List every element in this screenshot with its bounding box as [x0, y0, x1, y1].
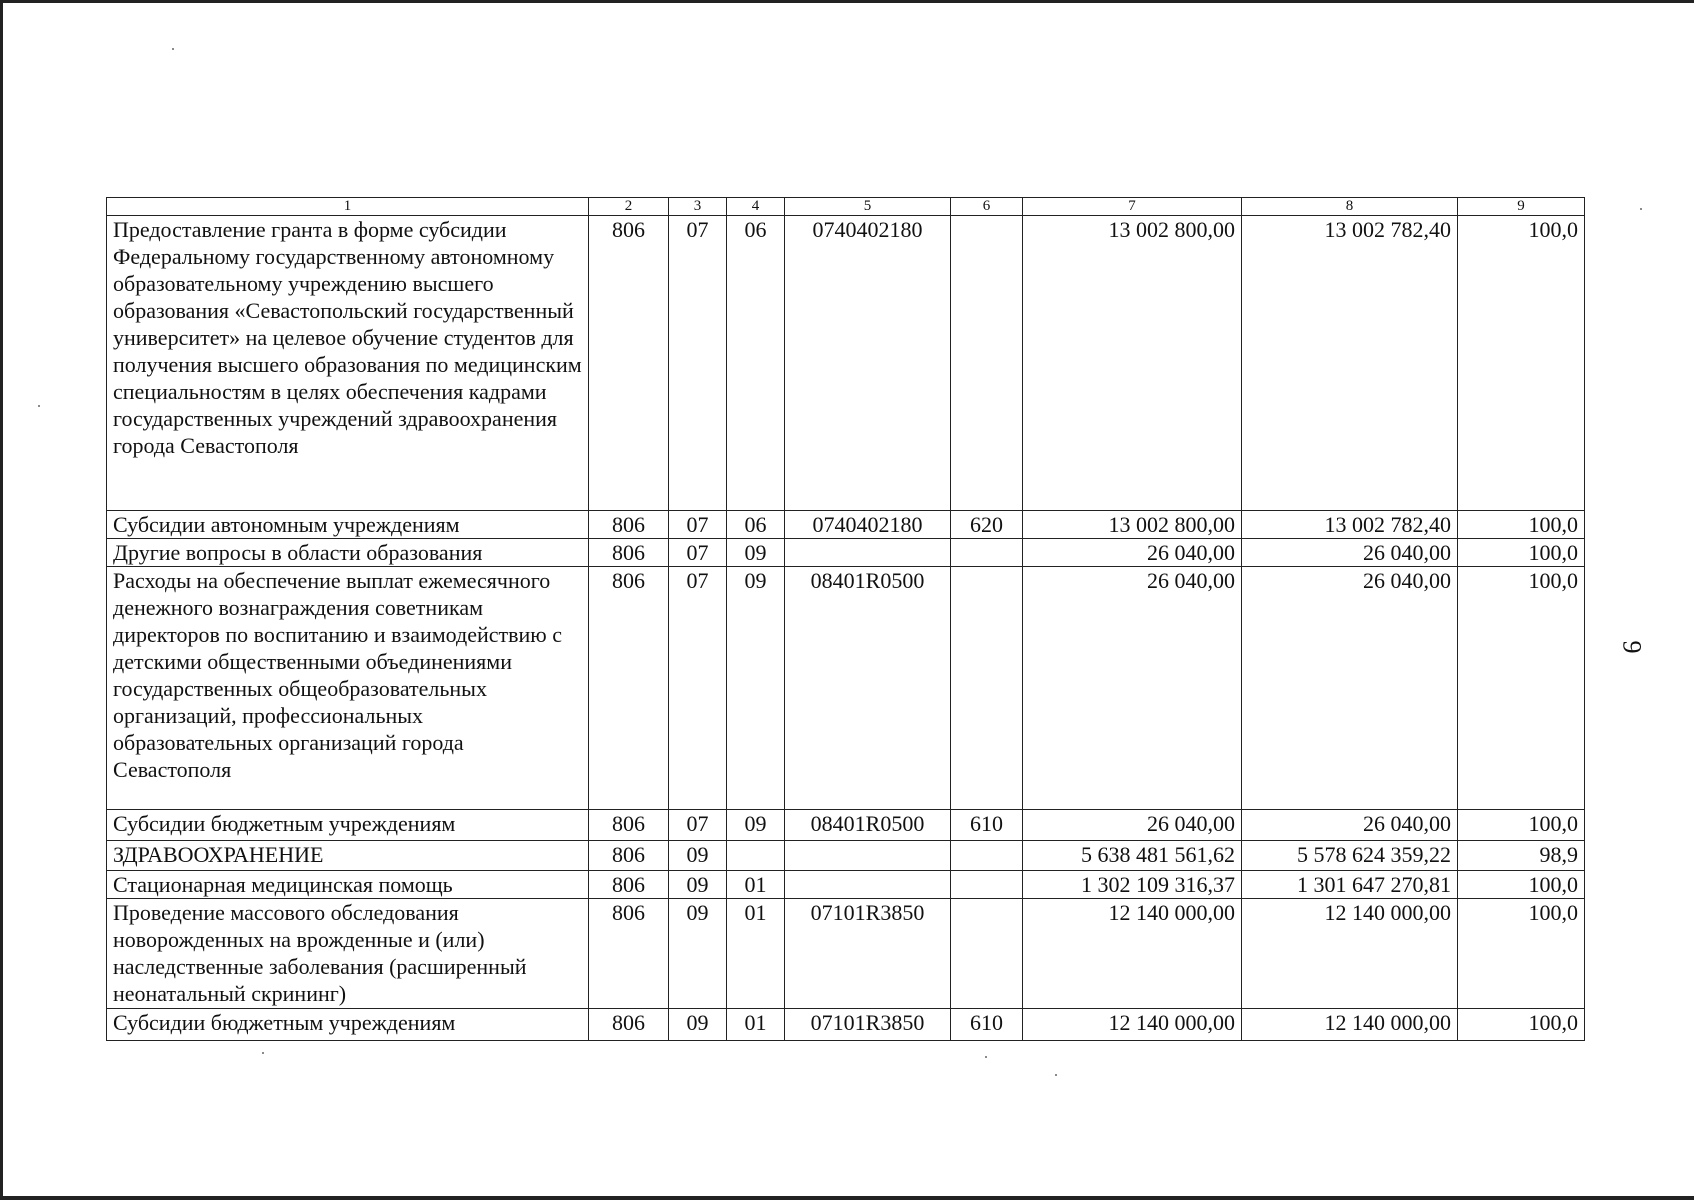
column-number: 5	[785, 198, 951, 216]
expense-name: Субсидии бюджетным учреждениям	[107, 810, 589, 841]
planned-amount: 12 140 000,00	[1023, 899, 1242, 1009]
column-number: 3	[669, 198, 727, 216]
grbs-code: 806	[589, 1009, 669, 1041]
grbs-code: 806	[589, 899, 669, 1009]
column-number: 7	[1023, 198, 1242, 216]
grbs-code: 806	[589, 841, 669, 871]
section-code: 09	[669, 1009, 727, 1041]
expense-type-code	[951, 539, 1023, 567]
expense-type-code	[951, 216, 1023, 511]
actual-amount: 5 578 624 359,22	[1242, 841, 1458, 871]
target-article-code: 08401R0500	[785, 810, 951, 841]
actual-amount: 26 040,00	[1242, 810, 1458, 841]
expense-name: Субсидии бюджетным учреждениям	[107, 1009, 589, 1041]
page-number: 9	[1617, 640, 1647, 654]
actual-amount: 13 002 782,40	[1242, 511, 1458, 539]
grbs-code: 806	[589, 810, 669, 841]
subsection-code: 09	[727, 539, 785, 567]
scan-edge-top	[0, 0, 1694, 3]
scan-edge-left	[0, 0, 3, 1200]
execution-percent: 100,0	[1458, 511, 1585, 539]
section-code: 09	[669, 841, 727, 871]
column-number: 6	[951, 198, 1023, 216]
column-number-row	[107, 198, 1585, 216]
actual-amount: 13 002 782,40	[1242, 216, 1458, 511]
scan-speck	[985, 1056, 987, 1058]
execution-percent: 100,0	[1458, 899, 1585, 1009]
execution-percent: 100,0	[1458, 216, 1585, 511]
subsection-code: 01	[727, 871, 785, 899]
scan-speck	[172, 48, 174, 50]
target-article-code	[785, 539, 951, 567]
section-code: 07	[669, 539, 727, 567]
subsection-code: 06	[727, 511, 785, 539]
actual-amount: 12 140 000,00	[1242, 899, 1458, 1009]
column-number: 1	[107, 198, 589, 216]
section-code: 07	[669, 567, 727, 810]
scan-speck	[262, 1052, 264, 1054]
grbs-code: 806	[589, 511, 669, 539]
section-code: 07	[669, 511, 727, 539]
target-article-code: 07101R3850	[785, 899, 951, 1009]
target-article-code: 0740402180	[785, 511, 951, 539]
table-row	[107, 511, 1585, 539]
execution-percent: 100,0	[1458, 539, 1585, 567]
actual-amount: 12 140 000,00	[1242, 1009, 1458, 1041]
expense-name: Проведение массового обследования новорожденных на врожденные и (или) наследственные заболевания (расширенный неонатальный скрининг)	[107, 899, 589, 1009]
planned-amount: 13 002 800,00	[1023, 511, 1242, 539]
expense-type-code	[951, 899, 1023, 1009]
table-row	[107, 841, 1585, 871]
actual-amount: 26 040,00	[1242, 567, 1458, 810]
grbs-code: 806	[589, 871, 669, 899]
expense-type-code	[951, 871, 1023, 899]
target-article-code: 0740402180	[785, 216, 951, 511]
scan-speck	[1640, 208, 1642, 210]
actual-amount: 1 301 647 270,81	[1242, 871, 1458, 899]
table-row	[107, 1009, 1585, 1041]
expense-name: ЗДРАВООХРАНЕНИЕ	[107, 841, 589, 871]
scan-speck	[38, 405, 40, 407]
planned-amount: 1 302 109 316,37	[1023, 871, 1242, 899]
table-row	[107, 216, 1585, 511]
budget-table	[106, 197, 1585, 1041]
table-row	[107, 871, 1585, 899]
expense-name: Расходы на обеспечение выплат ежемесячного денежного вознаграждения советникам директоров по воспитанию и взаимодействию с детскими общественными объединениями государственных общеобразовательных организаций, профессиональных образовательных организаций города Севастополя	[107, 567, 589, 810]
actual-amount: 26 040,00	[1242, 539, 1458, 567]
table-row	[107, 567, 1585, 810]
execution-percent: 100,0	[1458, 567, 1585, 810]
table-row	[107, 810, 1585, 841]
target-article-code	[785, 841, 951, 871]
grbs-code: 806	[589, 216, 669, 511]
target-article-code: 08401R0500	[785, 567, 951, 810]
column-number: 8	[1242, 198, 1458, 216]
expense-type-code: 610	[951, 810, 1023, 841]
planned-amount: 26 040,00	[1023, 567, 1242, 810]
planned-amount: 5 638 481 561,62	[1023, 841, 1242, 871]
section-code: 09	[669, 899, 727, 1009]
execution-percent: 100,0	[1458, 1009, 1585, 1041]
target-article-code: 07101R3850	[785, 1009, 951, 1041]
subsection-code: 06	[727, 216, 785, 511]
section-code: 07	[669, 216, 727, 511]
scan-speck	[1055, 1074, 1057, 1076]
column-number: 9	[1458, 198, 1585, 216]
execution-percent: 100,0	[1458, 871, 1585, 899]
section-code: 09	[669, 871, 727, 899]
subsection-code: 01	[727, 899, 785, 1009]
expense-type-code: 610	[951, 1009, 1023, 1041]
execution-percent: 98,9	[1458, 841, 1585, 871]
expense-type-code: 620	[951, 511, 1023, 539]
planned-amount: 12 140 000,00	[1023, 1009, 1242, 1041]
subsection-code: 09	[727, 810, 785, 841]
table-row	[107, 899, 1585, 1009]
scan-edge-bottom	[0, 1196, 1694, 1200]
section-code: 07	[669, 810, 727, 841]
expense-type-code	[951, 567, 1023, 810]
grbs-code: 806	[589, 539, 669, 567]
target-article-code	[785, 871, 951, 899]
expense-name: Субсидии автономным учреждениям	[107, 511, 589, 539]
column-number: 2	[589, 198, 669, 216]
table-row	[107, 539, 1585, 567]
column-number: 4	[727, 198, 785, 216]
planned-amount: 26 040,00	[1023, 810, 1242, 841]
expense-name: Другие вопросы в области образования	[107, 539, 589, 567]
planned-amount: 26 040,00	[1023, 539, 1242, 567]
expense-name: Стационарная медицинская помощь	[107, 871, 589, 899]
subsection-code	[727, 841, 785, 871]
subsection-code: 01	[727, 1009, 785, 1041]
execution-percent: 100,0	[1458, 810, 1585, 841]
grbs-code: 806	[589, 567, 669, 810]
subsection-code: 09	[727, 567, 785, 810]
planned-amount: 13 002 800,00	[1023, 216, 1242, 511]
expense-name: Предоставление гранта в форме субсидии Федеральному государственному автономному образовательному учреждению высшего образования «Севастопольский государственный университет» на целевое обучение студентов для получения высшего образования по медицинским специальностям в целях обеспечения кадрами государственных учреждений здравоохранения города Севастополя	[107, 216, 589, 511]
expense-type-code	[951, 841, 1023, 871]
